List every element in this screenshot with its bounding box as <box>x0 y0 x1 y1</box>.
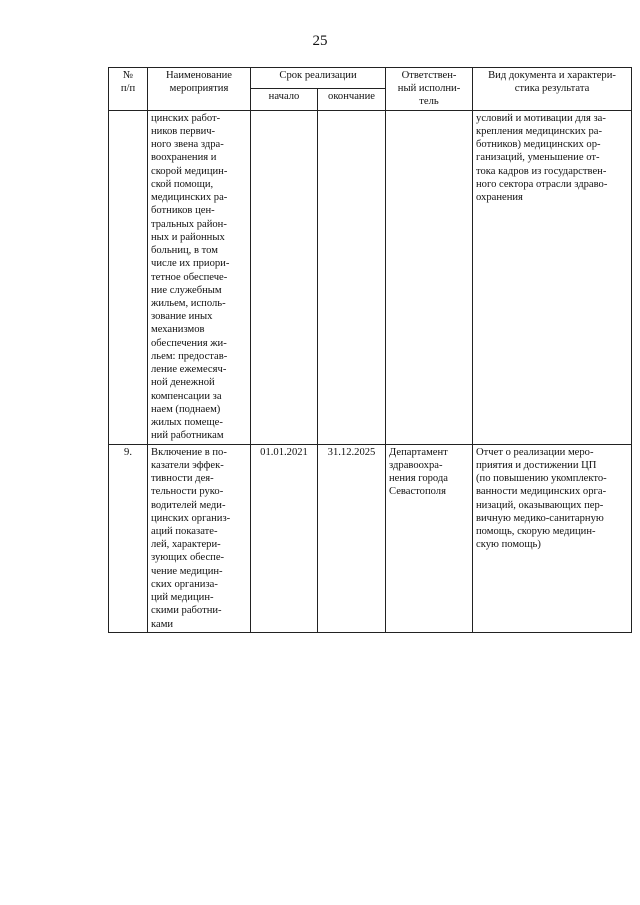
header-end: окончание <box>318 89 386 110</box>
header-period: Срок реализации <box>251 68 386 89</box>
header-result: Вид документа и характери- стика результата <box>473 68 632 111</box>
row-num: 9. <box>109 444 148 632</box>
row-name: Включение в по- казатели эффек- тивности дея- тельности руко- водителей меди- цинских организ- аций показате- лей, характери- зующих обеспе- чение медицин- ских организа- ций медицин- скими работни- ками <box>148 444 251 632</box>
row-num <box>109 110 148 444</box>
row-result: Отчет о реализации меро- приятия и достижении ЦП (по повышению укомплекто- ванности медицинских орга- низаций, оказывающих пер- вичную медико-санитарную помощь, скорую медицин- скую помощь) <box>473 444 632 632</box>
header-row <box>109 68 632 89</box>
row-start <box>251 110 318 444</box>
header-name: Наименование мероприятия <box>148 68 251 111</box>
header-num: № п/п <box>109 68 148 111</box>
row-name: цинских работ- ников первич- ного звена здра- воохранения и скорой медицин- ской помощи, медицинских ра- ботников цен- тральных район- ных и районных больниц, в том числе их приори- тетное обеспече- ние служебным жильем, исполь- зование иных механизмов обеспечения жи- льем: предостав- ление ежемесяч- ной денежной компенсации за наем (поднаем) жилых помеще- ний работникам <box>148 110 251 444</box>
row-responsible <box>386 110 473 444</box>
row-result: условий и мотивации для за- крепления медицинских ра- ботников) медицинских ор- ганизаций, уменьшение от- тока кадров из государствен- ного сектора отрасли здраво- охранения <box>473 110 632 444</box>
row-end <box>318 110 386 444</box>
page-number: 25 <box>312 33 328 49</box>
header-start: начало <box>251 89 318 110</box>
row-responsible: Департамент здравоохра- нения города Севастополя <box>386 444 473 632</box>
measures-table <box>108 67 632 633</box>
row-start: 01.01.2021 <box>251 444 318 632</box>
row-end: 31.12.2025 <box>318 444 386 632</box>
table-row <box>109 110 632 444</box>
table-row <box>109 444 632 632</box>
header-responsible: Ответствен- ный исполни- тель <box>386 68 473 111</box>
